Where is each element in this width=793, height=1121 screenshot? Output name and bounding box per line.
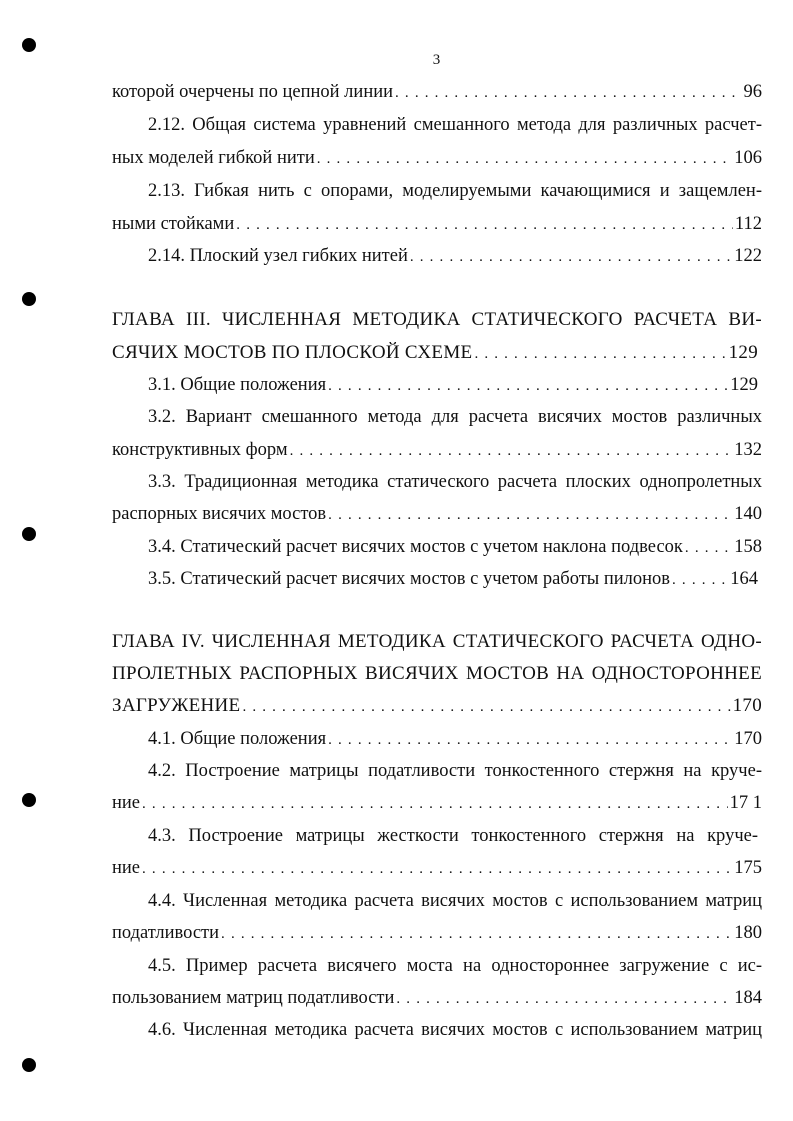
- toc-page-ref: 184: [734, 988, 762, 1008]
- toc-page-ref: 164: [730, 569, 758, 589]
- toc-entry-text: ЗАГРУЖЕНИЕ: [112, 695, 241, 716]
- toc-entry-line: [112, 857, 762, 880]
- toc-entry-line: [112, 81, 762, 104]
- toc-entry-text: 3.1. Общие положения: [148, 375, 327, 395]
- toc-entry-text: распорных висячих мостов: [112, 504, 327, 524]
- dot-leader: [328, 729, 732, 751]
- toc-page-ref: 106: [734, 148, 762, 168]
- dot-leader: [290, 440, 733, 462]
- toc-entry-first-line: 4.5. Пример расчета висячего моста на одностороннее загружение с ис-: [148, 956, 762, 976]
- toc-page-ref: 158: [734, 537, 762, 557]
- page-number: 3: [432, 52, 441, 68]
- toc-page-ref: 96: [743, 82, 762, 102]
- toc-entry-first-line: 3.2. Вариант смешанного метода для расчета висячих мостов различных: [148, 407, 762, 427]
- toc-page-ref: 132: [734, 440, 762, 460]
- toc-page-ref: 180: [734, 923, 762, 943]
- toc-entry-line: [148, 728, 762, 751]
- toc-entry-text: ными стойками: [112, 214, 235, 234]
- dot-leader: [410, 246, 732, 268]
- binding-hole-mark: [22, 1058, 36, 1072]
- binding-hole-mark: [22, 38, 36, 52]
- dot-leader: [672, 569, 728, 591]
- toc-page-ref: 17 1: [729, 793, 762, 813]
- toc-entry-text: ных моделей гибкой нити: [112, 148, 315, 168]
- toc-entry-first-line: 4.2. Построение матрицы податливости тонкостенного стержня на круче-: [148, 761, 762, 781]
- dot-leader: [142, 793, 728, 815]
- chapter-heading: ГЛАВА IV. ЧИСЛЕННАЯ МЕТОДИКА СТАТИЧЕСКОГО РАСЧЕТА ОДНО-: [112, 631, 762, 652]
- chapter-heading-line: [112, 342, 758, 365]
- toc-entry-line: [148, 536, 762, 559]
- toc-page-ref: 129: [728, 342, 758, 363]
- dot-leader: [328, 504, 732, 526]
- toc-entry-text: которой очерчены по цепной линии: [112, 82, 394, 102]
- toc-entry-text: СЯЧИХ МОСТОВ ПО ПЛОСКОЙ СХЕМЕ: [112, 342, 473, 363]
- chapter-heading-line: ПРОЛЕТНЫХ РАСПОРНЫХ ВИСЯЧИХ МОСТОВ НА ОДНОСТОРОННЕЕ: [112, 663, 762, 684]
- toc-entry-first-line: 2.13. Гибкая нить с опорами, моделируемыми качающимися и защемлен-: [148, 181, 762, 201]
- toc-entry-line: [148, 245, 762, 268]
- toc-entry-text: 4.1. Общие положения: [148, 729, 327, 749]
- toc-page-ref: 129: [730, 375, 758, 395]
- toc-entry-first-line: 4.3. Построение матрицы жесткости тонкостенного стержня на круче-: [148, 826, 758, 846]
- binding-hole-mark: [22, 527, 36, 541]
- toc-entry-line: [112, 439, 762, 462]
- toc-entry-text: пользованием матриц податливости: [112, 988, 395, 1008]
- toc-entry-text: 3.5. Статический расчет висячих мостов с учетом работы пилонов: [148, 569, 671, 589]
- chapter-heading: ГЛАВА III. ЧИСЛЕННАЯ МЕТОДИКА СТАТИЧЕСКОГО РАСЧЕТА ВИ-: [112, 309, 762, 330]
- dot-leader: [242, 696, 730, 718]
- toc-entry-text: ние: [112, 858, 141, 878]
- toc-page-ref: 170: [732, 695, 762, 716]
- toc-entry-line: [148, 568, 758, 591]
- binding-hole-mark: [22, 292, 36, 306]
- dot-leader: [395, 82, 741, 104]
- toc-entry-text: 2.14. Плоский узел гибких нитей: [148, 246, 408, 266]
- toc-entry-line: [112, 503, 762, 526]
- dot-leader: [142, 858, 732, 880]
- toc-entry-line: [112, 213, 762, 236]
- toc-entry-line: [112, 147, 762, 170]
- toc-entry-line: [112, 792, 762, 815]
- toc-entry-first-line: 3.3. Традиционная методика статического расчета плоских однопролетных: [148, 472, 762, 492]
- toc-entry-first-line: 4.6. Численная методика расчета висячих мостов с использованием матриц: [148, 1020, 762, 1040]
- dot-leader: [317, 148, 733, 170]
- toc-entry-text: конструктивных форм: [112, 440, 288, 460]
- toc-entry-text: ние: [112, 793, 141, 813]
- dot-leader: [685, 537, 732, 559]
- dot-leader: [328, 375, 728, 397]
- toc-entry-text: податливости: [112, 923, 220, 943]
- binding-hole-mark: [22, 793, 36, 807]
- toc-entry-text: 3.4. Статический расчет висячих мостов с учетом наклона подвесок: [148, 537, 683, 557]
- dot-leader: [221, 923, 732, 945]
- dot-leader: [474, 343, 726, 365]
- toc-entry-line: [112, 987, 762, 1010]
- dot-leader: [396, 988, 732, 1010]
- toc-entry-first-line: 2.12. Общая система уравнений смешанного метода для различных расчет-: [148, 115, 762, 135]
- chapter-heading-line: [112, 695, 762, 718]
- toc-page-ref: 122: [734, 246, 762, 266]
- toc-entry-line: [148, 374, 758, 397]
- toc-page-ref: 175: [734, 858, 762, 878]
- toc-entry-line: [112, 922, 762, 945]
- toc-entry-first-line: 4.4. Численная методика расчета висячих мостов с использованием матриц: [148, 891, 762, 911]
- toc-page-ref: 112: [734, 214, 762, 234]
- dot-leader: [236, 214, 733, 236]
- toc-page-ref: 140: [734, 504, 762, 524]
- toc-page-ref: 170: [734, 729, 762, 749]
